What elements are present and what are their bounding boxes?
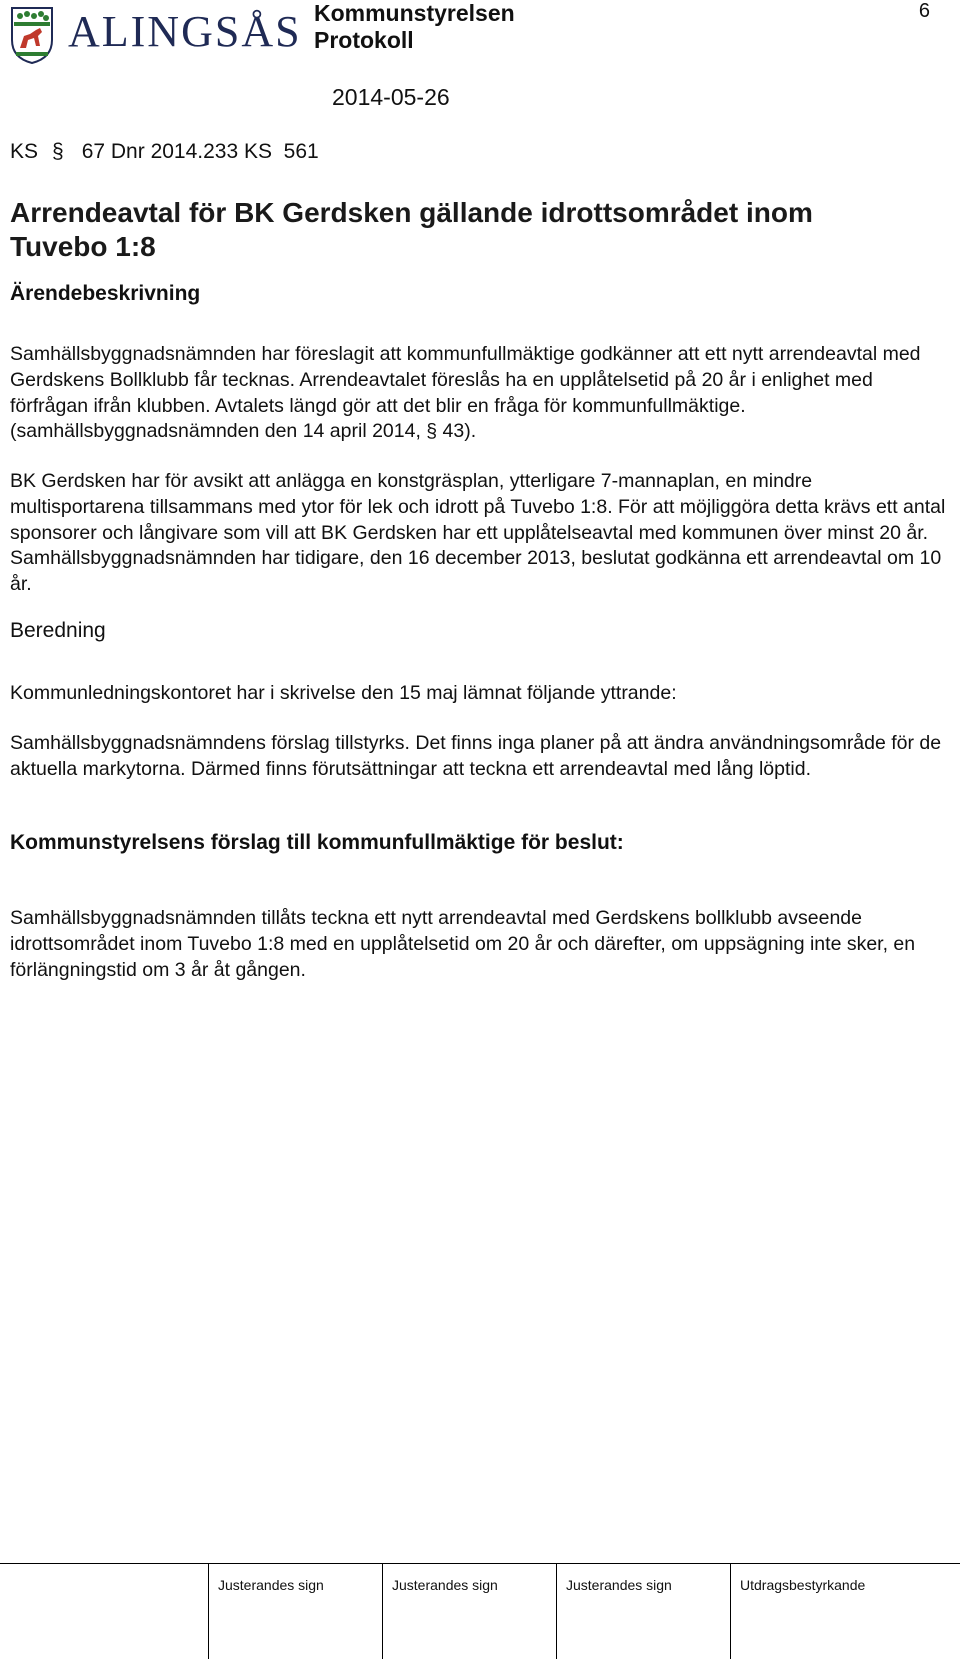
footer-cell-utdrag <box>730 1563 960 1659</box>
paragraph-beredning-1: Kommunledningskontoret har i skrivelse den 15 maj lämnat följande yttrande: <box>10 682 677 704</box>
page-number: 6 <box>918 0 930 22</box>
paragraph-arendebeskrivning-2: BK Gerdsken har för avsikt att anlägga en konstgräsplan, ytterligare 7-mannaplan, en mindre multisportarena tillsammans med ytor för lek och idrott på Tuvebo 1:8. För att möjliggöra detta krävs ett antal sponsorer och långivare som vill att BK Gerdsken har ett upplåtelseavtal med kommunen över minst 20 år. Samhällsbyggnadsnämnden har tidigare, den 16 december 2013, beslutat godkänna ett arrendeavtal om 10 år. <box>10 470 946 596</box>
header-document-type: Protokoll <box>314 27 414 53</box>
section-symbol: § <box>52 140 64 163</box>
footer-label: Justerandes sign <box>566 1577 672 1593</box>
alingsas-logo <box>10 6 300 68</box>
paragraph-beredning-2: Samhällsbyggnadsnämndens förslag tillstyrks. Det finns inga planer på att ändra användningsområde för de aktuella markytorna. Därmed finns förutsättningar att teckna ett arrendeavtal med lång löptid. <box>10 732 942 780</box>
footer-label: Utdragsbestyrkande <box>740 1577 866 1593</box>
logo-wordmark: ALINGSÅS <box>68 7 302 56</box>
paragraph-arendebeskrivning-1: Samhällsbyggnadsnämnden har föreslagit att kommunfullmäktige godkänner att ett nytt arrendeavtal med Gerdskens Bollklubb får tecknas. Arrendeavtalet föreslås ha en upplåtelsetid på 20 år i enlighet med förfrågan ifrån klubben. Avtalets längd gör att det blir en fråga för kommunfullmäktige. (samhällsbyggnadsnämnden den 14 april 2014, § 43). <box>10 343 921 443</box>
document-title: Arrendeavtal för BK Gerdsken gällande idrottsområdet inom Tuvebo 1:8 <box>10 197 813 262</box>
header-organization: Kommunstyrelsen <box>314 0 515 26</box>
paragraph-forslag-1: Samhällsbyggnadsnämnden tillåts teckna ett nytt arrendeavtal med Gerdskens bollklubb avseende idrottsområdet inom Tuvebo 1:8 med en upplåtelsetid om 20 år och därefter, om uppsägning inte sker, en förlängningstid om 3 år åt gången. <box>10 907 916 981</box>
meeting-date: 2014-05-26 <box>332 84 450 110</box>
footer-label: Justerandes sign <box>218 1577 324 1593</box>
footer-label: Justerandes sign <box>392 1577 498 1593</box>
reference-number: 67 Dnr 2014.233 KS 561 <box>81 140 319 163</box>
heading-arendebeskrivning: Ärendebeskrivning <box>10 282 201 305</box>
coat-of-arms-icon <box>10 6 54 64</box>
heading-beredning: Beredning <box>10 619 106 642</box>
reference-prefix: KS <box>10 140 39 163</box>
footer-cell-sign-2 <box>382 1563 557 1659</box>
case-reference <box>10 140 319 164</box>
footer-cell-sign-3 <box>556 1563 731 1659</box>
footer-cell-sign-1 <box>208 1563 383 1659</box>
heading-forslag: Kommunstyrelsens förslag till kommunfullmäktige för beslut: <box>10 831 624 854</box>
